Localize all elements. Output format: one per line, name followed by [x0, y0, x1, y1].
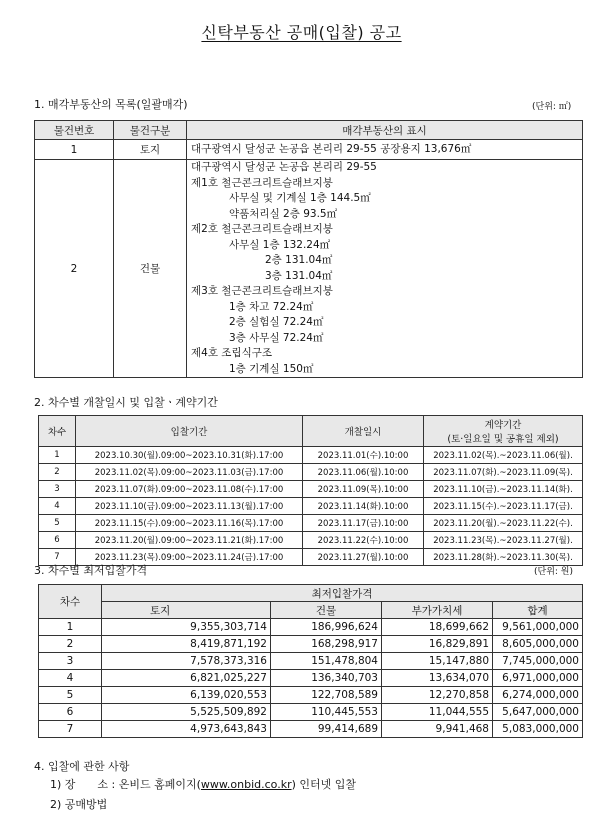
price-row	[39, 687, 583, 704]
price-cell: 122,708,589	[271, 687, 382, 704]
schedule-cell: 2023.11.28(화).~2023.11.30(목).	[424, 549, 583, 566]
section3-unit: (단위: 원)	[534, 567, 573, 577]
price-cell: 11,044,555	[382, 704, 493, 721]
price-cell: 6,971,000,000	[493, 670, 583, 687]
section4-heading: 4. 입찰에 관한 사항	[34, 760, 130, 773]
schedule-row	[39, 481, 583, 498]
header-opening: 개찰일시	[303, 416, 424, 447]
schedule-cell: 2023.11.23(목).09:00~2023.11.24(금).17:00	[76, 549, 303, 566]
row1-desc: 대구광역시 달성군 논공읍 본리리 29-55 공장용지 13,676㎡	[187, 140, 583, 160]
row2-type: 건물	[114, 160, 187, 378]
price-cell: 186,996,624	[271, 619, 382, 636]
price-cell: 7,745,000,000	[493, 653, 583, 670]
desc-line: 제2호 철근콘크리트슬래브지붕	[191, 223, 333, 235]
row1-no: 1	[35, 140, 114, 160]
desc-line: 약품처리실 2층 93.5㎡	[229, 207, 338, 220]
price-cell: 5,647,000,000	[493, 704, 583, 721]
onbid-link[interactable]: www.onbid.co.kr	[200, 778, 292, 791]
price-cell: 6	[39, 704, 102, 721]
price-cell: 5,525,509,892	[102, 704, 271, 721]
header-contract-period	[424, 416, 583, 447]
price-cell: 1	[39, 619, 102, 636]
schedule-cell: 2	[39, 464, 76, 481]
price-cell: 8,605,000,000	[493, 636, 583, 653]
price-cell: 12,270,858	[382, 687, 493, 704]
price-row	[39, 704, 583, 721]
schedule-cell: 2023.10.30(월).09:00~2023.10.31(화).17:00	[76, 447, 303, 464]
item1-prefix: 1) 장 소 : 온비드 홈페이지(	[50, 778, 201, 791]
schedule-cell: 2023.11.02(목).09:00~2023.11.03(금).17:00	[76, 464, 303, 481]
desc-line: 2층 실험실 72.24㎡	[229, 316, 324, 328]
schedule-cell: 2023.11.17(금).10:00	[303, 515, 424, 532]
desc-line: 제1호 철근콘크리트슬래브지붕	[191, 176, 333, 189]
desc-line: 사무실 1층 132.24㎡	[229, 238, 331, 251]
contract-label: 계약기간	[484, 420, 522, 431]
price-cell: 16,829,891	[382, 636, 493, 653]
schedule-cell: 1	[39, 447, 76, 464]
schedule-cell: 2023.11.02(목).~2023.11.06(월).	[424, 447, 583, 464]
schedule-cell: 5	[39, 515, 76, 532]
price-cell: 9,561,000,000	[493, 619, 583, 636]
price-cell: 18,699,662	[382, 619, 493, 636]
price-cell: 5,083,000,000	[493, 721, 583, 738]
schedule-cell: 7	[39, 549, 76, 566]
schedule-cell: 2023.11.09(목).10:00	[303, 481, 424, 498]
price-cell: 7,578,373,316	[102, 653, 271, 670]
price-cell: 151,478,804	[271, 653, 382, 670]
price-cell: 7	[39, 721, 102, 738]
price-row	[39, 653, 583, 670]
price-cell: 3	[39, 653, 102, 670]
schedule-cell: 2023.11.07(화).~2023.11.09(목).	[424, 464, 583, 481]
schedule-cell: 3	[39, 481, 76, 498]
schedule-row	[39, 515, 583, 532]
price-cell: 99,414,689	[271, 721, 382, 738]
header-item-no: 물건번호	[35, 121, 114, 140]
desc-line: 사무실 및 기계실 1층 144.5㎡	[229, 192, 371, 204]
desc-line: 대구광역시 달성군 논공읍 본리리 29-55	[191, 161, 377, 173]
header-land: 토지	[102, 602, 271, 619]
row1-type: 토지	[114, 140, 187, 160]
price-cell: 9,355,303,714	[102, 619, 271, 636]
header-round: 차수	[39, 416, 76, 447]
header-description: 매각부동산의 표시	[187, 121, 583, 140]
price-row	[39, 721, 583, 738]
schedule-cell: 2023.11.14(화).10:00	[303, 498, 424, 515]
desc-line: 1층 기계실 150㎡	[229, 362, 314, 375]
price-row	[39, 670, 583, 687]
header-item-type: 물건구분	[114, 121, 187, 140]
schedule-cell: 2023.11.27(월).10:00	[303, 549, 424, 566]
section2-heading: 2. 차수별 개찰일시 및 입찰ㆍ계약기간	[34, 396, 218, 409]
schedule-cell: 2023.11.20(월).~2023.11.22(수).	[424, 515, 583, 532]
schedule-cell: 2023.11.15(수).~2023.11.17(금).	[424, 498, 583, 515]
section3-heading: 3. 차수별 최저입찰가격	[34, 564, 148, 577]
header-total: 합계	[493, 602, 583, 619]
header-min-price: 최저입찰가격	[102, 585, 583, 602]
price-cell: 6,139,020,553	[102, 687, 271, 704]
desc-line: 제3호 철근콘크리트슬래브지붕	[191, 285, 333, 297]
schedule-row	[39, 447, 583, 464]
price-cell: 136,340,703	[271, 670, 382, 687]
contract-note: (토·일요일 및 공휴일 제외)	[447, 434, 559, 445]
schedule-cell: 2023.11.22(수).10:00	[303, 532, 424, 549]
schedule-row	[39, 464, 583, 481]
schedule-cell: 2023.11.06(월).10:00	[303, 464, 424, 481]
header-round: 차수	[39, 585, 102, 619]
schedule-cell: 4	[39, 498, 76, 515]
price-cell: 168,298,917	[271, 636, 382, 653]
schedule-cell: 2023.11.20(월).09:00~2023.11.21(화).17:00	[76, 532, 303, 549]
schedule-cell: 2023.11.10(금).~2023.11.14(화).	[424, 481, 583, 498]
section1-heading: 1. 매각부동산의 목록(일괄매각)	[34, 98, 188, 111]
price-cell: 15,147,880	[382, 653, 493, 670]
schedule-cell: 2023.11.01(수).10:00	[303, 447, 424, 464]
desc-line: 3층 사무실 72.24㎡	[229, 331, 324, 344]
desc-line: 2층 131.04㎡	[265, 254, 333, 266]
price-row	[39, 636, 583, 653]
section4-item1	[50, 776, 356, 792]
page-title: 신탁부동산 공매(입찰) 공고	[201, 23, 402, 42]
schedule-cell: 2023.11.07(화).09:00~2023.11.08(수).17:00	[76, 481, 303, 498]
property-list-table	[34, 120, 583, 378]
min-price-body	[39, 619, 583, 738]
header-vat: 부가가치세	[382, 602, 493, 619]
header-building: 건물	[271, 602, 382, 619]
price-cell: 5	[39, 687, 102, 704]
section4-item2: 2) 공매방법	[50, 798, 108, 811]
price-cell: 13,634,070	[382, 670, 493, 687]
price-row	[39, 619, 583, 636]
price-cell: 6,274,000,000	[493, 687, 583, 704]
price-cell: 9,941,468	[382, 721, 493, 738]
price-cell: 2	[39, 636, 102, 653]
section1-unit: (단위: ㎡)	[532, 102, 572, 112]
price-cell: 110,445,553	[271, 704, 382, 721]
schedule-table	[38, 415, 583, 566]
desc-line: 1층 차고 72.24㎡	[229, 300, 314, 313]
row2-no: 2	[35, 160, 114, 378]
schedule-cell: 2023.11.23(목).~2023.11.27(월).	[424, 532, 583, 549]
price-cell: 6,821,025,227	[102, 670, 271, 687]
schedule-cell: 2023.11.15(수).09:00~2023.11.16(목).17:00	[76, 515, 303, 532]
schedule-cell: 2023.11.10(금).09:00~2023.11.13(월).17:00	[76, 498, 303, 515]
desc-line: 제4호 조립식구조	[191, 347, 273, 359]
schedule-row	[39, 532, 583, 549]
header-bid-period: 입찰기간	[76, 416, 303, 447]
price-cell: 4,973,643,843	[102, 721, 271, 738]
row2-desc	[187, 160, 583, 378]
schedule-row	[39, 498, 583, 515]
schedule-cell: 6	[39, 532, 76, 549]
desc-line: 3층 131.04㎡	[265, 269, 333, 282]
price-cell: 8,419,871,192	[102, 636, 271, 653]
item1-suffix: ) 인터넷 입찰	[291, 778, 357, 791]
schedule-body	[39, 447, 583, 566]
price-cell: 4	[39, 670, 102, 687]
min-price-table	[38, 584, 583, 738]
